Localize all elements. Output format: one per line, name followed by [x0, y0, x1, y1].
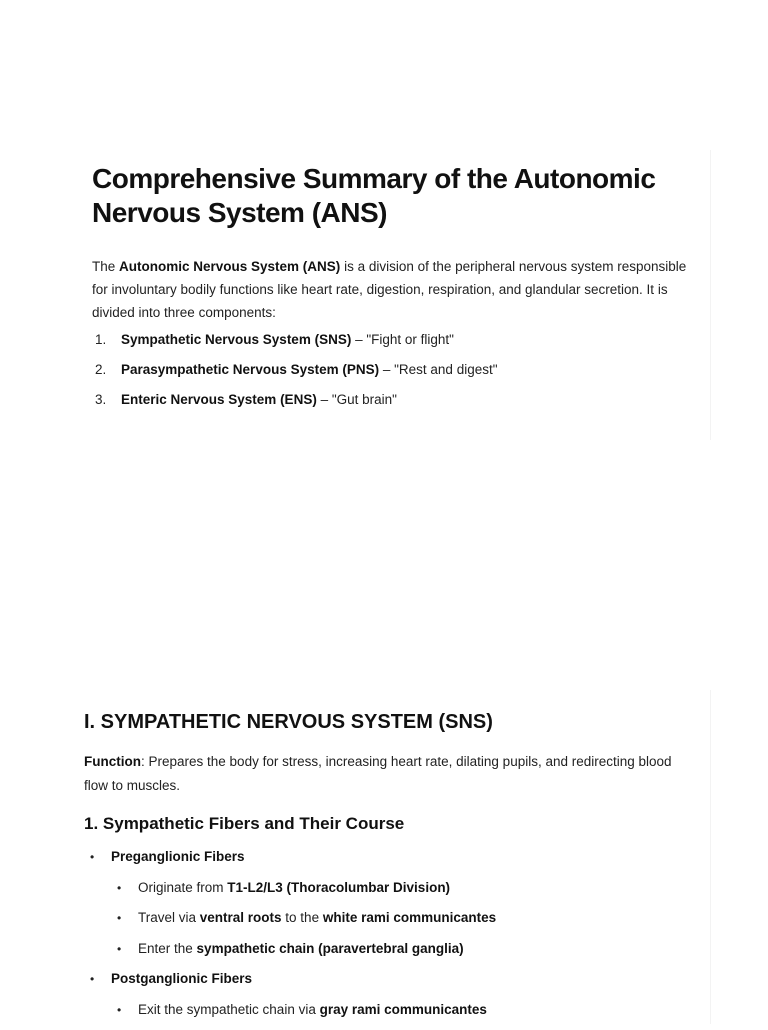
- item-bold: ventral roots: [199, 910, 282, 925]
- list-item: [90, 939, 690, 959]
- list-number: 2.: [95, 362, 107, 377]
- bullet-icon: •: [90, 972, 95, 986]
- fibers-list: [90, 847, 690, 1030]
- list-item: [90, 847, 690, 867]
- item-text: Exit the sympathetic chain via: [138, 1001, 320, 1017]
- preganglionic-label: Preganglionic Fibers: [111, 849, 245, 864]
- list-item: [90, 908, 690, 928]
- list-number: 3.: [95, 392, 107, 407]
- subsection-title: 1. Sympathetic Fibers and Their Course: [84, 814, 405, 833]
- item-bold: sympathetic chain (paravertebral ganglia): [196, 940, 464, 956]
- item-bold: T1-L2/L3 (Thoracolumbar Division): [227, 879, 451, 895]
- component-desc: – "Fight or flight": [351, 332, 454, 347]
- section-title: I. SYMPATHETIC NERVOUS SYSTEM (SNS): [84, 711, 493, 733]
- intro-suffix: is a division of the peripheral nervous system responsible for involuntary bodily functions like heart rate, digestion, respiration, and glandular secretion. It is divided into three components:: [92, 259, 687, 320]
- postganglionic-label: Postganglionic Fibers: [111, 971, 253, 986]
- list-item: [92, 330, 692, 350]
- bullet-icon: •: [117, 911, 122, 925]
- item-text: Travel via: [138, 910, 200, 925]
- function-label: Function: [84, 754, 141, 769]
- item-text: to the: [281, 910, 323, 925]
- list-item: [90, 1000, 690, 1020]
- list-number: 1.: [95, 332, 107, 347]
- intro-paragraph: [92, 255, 692, 324]
- intro-prefix: The: [92, 259, 120, 274]
- list-item: [92, 390, 692, 410]
- intro-term: Autonomic Nervous System (ANS): [119, 259, 341, 274]
- item-bold: white rami communicantes: [322, 910, 497, 925]
- item-text: Originate from: [138, 879, 228, 895]
- bullet-icon: •: [90, 850, 95, 864]
- function-text: : Prepares the body for stress, increasing heart rate, dilating pupils, and redirecting blood flow to muscles.: [84, 754, 672, 793]
- item-bold: gray rami communicantes: [319, 1001, 487, 1017]
- item-text: Enter the: [138, 940, 197, 956]
- function-paragraph: [84, 750, 694, 798]
- list-item: [92, 360, 692, 380]
- bullet-icon: •: [117, 880, 122, 895]
- component-name: Sympathetic Nervous System (SNS): [121, 332, 352, 347]
- bullet-icon: •: [117, 1002, 122, 1017]
- list-item: [90, 878, 690, 898]
- page-title: Comprehensive Summary of the Autonomic Nervous System (ANS): [92, 163, 656, 228]
- component-name: Parasympathetic Nervous System (PNS): [121, 362, 380, 377]
- component-desc: – "Gut brain": [316, 392, 397, 407]
- component-desc: – "Rest and digest": [379, 362, 498, 377]
- bullet-icon: •: [117, 941, 122, 956]
- list-item: [90, 969, 690, 989]
- component-name: Enteric Nervous System (ENS): [121, 392, 317, 407]
- components-list: [92, 330, 692, 420]
